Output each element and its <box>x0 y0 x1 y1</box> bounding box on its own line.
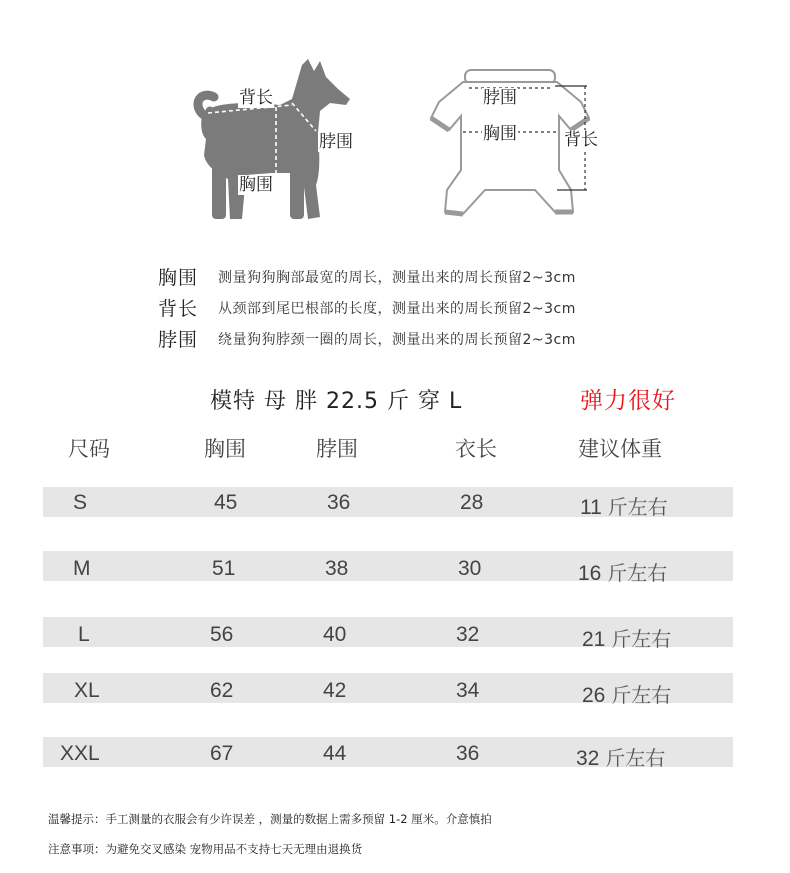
weight-unit: 斤左右 <box>611 627 672 651</box>
weight-unit: 斤左右 <box>605 746 666 770</box>
weight-cell: 21 斤左右 <box>582 627 672 651</box>
header-size: 尺码 <box>68 437 110 461</box>
dog-neck-label: 脖围 <box>319 132 353 152</box>
elastic-note: 弹力很好 <box>580 388 676 414</box>
garment-neck-label: 脖围 <box>483 88 517 108</box>
definition-desc: 从颈部到尾巴根部的长度，测量出来的周长预留2~3cm <box>218 301 576 317</box>
length-cell: 36 <box>456 742 480 765</box>
model-info: 模特 母 胖 22.5 斤 穿 L <box>210 389 463 414</box>
chest-cell: 51 <box>212 557 236 580</box>
length-cell: 28 <box>460 491 484 514</box>
header-chest: 胸围 <box>204 437 246 461</box>
dog-back-length-label: 背长 <box>239 88 273 108</box>
header-neck: 脖围 <box>316 437 358 461</box>
weight-cell: 16 斤左右 <box>578 561 668 585</box>
weight-cell: 11 斤左右 <box>580 495 668 519</box>
length-cell: 30 <box>458 557 482 580</box>
weight-unit: 斤左右 <box>611 683 672 707</box>
neck-cell: 44 <box>323 742 347 765</box>
chest-cell: 56 <box>210 623 234 646</box>
neck-cell: 40 <box>323 623 347 646</box>
garment-chest-label: 胸围 <box>483 124 517 144</box>
tip-note: 温馨提示：手工测量的衣服会有少许误差 ，测量的数据上需多预留 1-2 厘米。介意慎拍 <box>48 812 492 826</box>
neck-cell: 42 <box>323 679 347 702</box>
garment-back-length-label: 背长 <box>564 130 598 150</box>
size-cell: S <box>73 491 88 514</box>
chest-cell: 67 <box>210 742 234 765</box>
length-cell: 34 <box>456 679 480 702</box>
definition-term: 背长 <box>158 298 199 320</box>
size-cell: M <box>73 557 91 580</box>
size-cell: L <box>78 623 90 646</box>
header-length: 衣长 <box>455 437 497 461</box>
size-cell: XL <box>74 679 100 702</box>
definition-desc: 绕量狗狗脖颈一圈的周长，测量出来的周长预留2~3cm <box>218 332 576 348</box>
chest-cell: 45 <box>214 491 238 514</box>
chest-cell: 62 <box>210 679 234 702</box>
weight-unit: 斤左右 <box>607 495 668 519</box>
weight-unit: 斤左右 <box>607 561 668 585</box>
dog-chest-label: 胸围 <box>239 175 273 195</box>
size-cell: XXL <box>60 742 100 765</box>
notice-note: 注意事项：为避免交叉感染 宠物用品不支持七天无理由退换货 <box>48 842 363 856</box>
definition-term: 脖围 <box>158 329 199 351</box>
weight-cell: 26 斤左右 <box>582 683 672 707</box>
neck-cell: 38 <box>325 557 349 580</box>
header-weight: 建议体重 <box>578 437 662 461</box>
definition-desc: 测量狗狗胸部最宽的周长，测量出来的周长预留2~3cm <box>218 270 576 286</box>
weight-cell: 32 斤左右 <box>576 746 666 770</box>
length-cell: 32 <box>456 623 480 646</box>
definition-term: 胸围 <box>158 267 199 289</box>
neck-cell: 36 <box>327 491 351 514</box>
